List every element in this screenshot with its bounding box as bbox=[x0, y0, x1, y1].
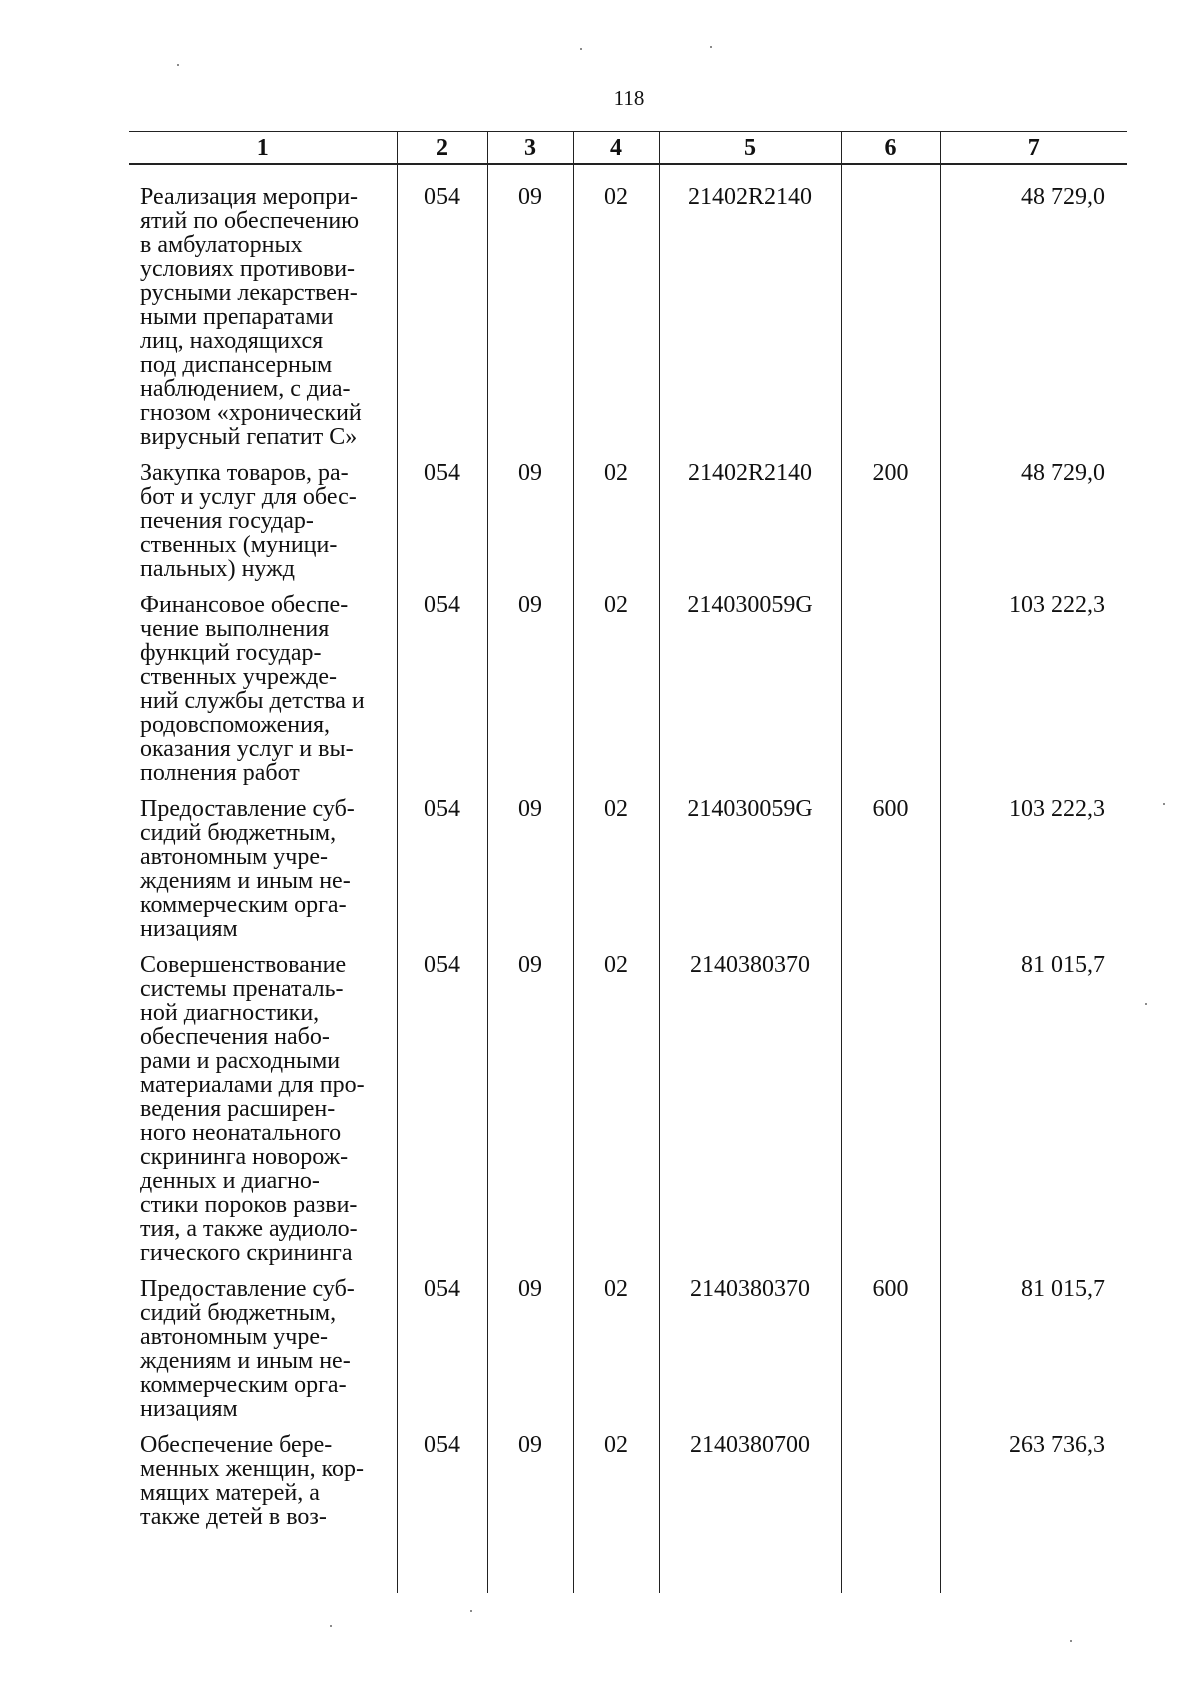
target-article-cell: 21402R2140 bbox=[659, 164, 841, 461]
item-name-line: родовспоможения, bbox=[140, 712, 330, 738]
item-name-line: ний службы детства и bbox=[140, 688, 365, 714]
item-name-line: обеспечения набо- bbox=[140, 1024, 330, 1050]
item-name-line: пальных) нужд bbox=[140, 556, 295, 582]
expense-type-cell bbox=[841, 164, 940, 461]
item-name-line: рами и расходными bbox=[140, 1048, 341, 1074]
subsection-code-cell: 02 bbox=[573, 1433, 659, 1593]
item-name-line: русными лекарствен- bbox=[140, 280, 358, 306]
item-name-line: низациям bbox=[140, 916, 238, 942]
item-name-line: коммерческим орга- bbox=[140, 1372, 347, 1398]
item-name-line: чение выполнения bbox=[140, 616, 330, 642]
item-name-line: ятий по обеспечению bbox=[140, 208, 360, 234]
chapter-code-cell: 054 bbox=[397, 1277, 487, 1433]
scan-speck bbox=[1163, 803, 1165, 805]
item-name-line: Реализация меропри- bbox=[140, 184, 359, 210]
subsection-code-cell: 02 bbox=[573, 797, 659, 953]
chapter-code-cell: 054 bbox=[397, 953, 487, 1277]
table-row bbox=[129, 953, 1127, 1277]
item-name-cell bbox=[129, 797, 397, 953]
header-col-7: 7 bbox=[940, 132, 1127, 165]
item-name-line: в амбулаторных bbox=[140, 232, 303, 258]
header-col-5: 5 bbox=[659, 132, 841, 165]
scan-speck bbox=[1145, 1003, 1147, 1005]
item-name-line: вирусный гепатит С» bbox=[140, 424, 358, 450]
target-article-cell: 214030059G bbox=[659, 593, 841, 797]
item-name-line: тия, а также аудиоло- bbox=[140, 1216, 358, 1242]
item-name-line: функций государ- bbox=[140, 640, 322, 666]
amount-cell: 103 222,3 bbox=[940, 797, 1127, 953]
item-name-line: ждениям и иным не- bbox=[140, 868, 351, 894]
item-name-line: лиц, находящихся bbox=[140, 328, 324, 354]
item-name-line: ной диагностики, bbox=[140, 1000, 320, 1026]
subsection-code-cell: 02 bbox=[573, 593, 659, 797]
item-name-line: ственных (муници- bbox=[140, 532, 338, 558]
item-name-cell bbox=[129, 461, 397, 593]
item-name-line: мящих матерей, а bbox=[140, 1480, 320, 1506]
target-article-cell: 2140380370 bbox=[659, 953, 841, 1277]
target-article-cell: 214030059G bbox=[659, 797, 841, 953]
subsection-code-cell: 02 bbox=[573, 461, 659, 593]
item-name-line: гнозом «хронический bbox=[140, 400, 362, 426]
expense-type-cell bbox=[841, 593, 940, 797]
table-row bbox=[129, 593, 1127, 797]
scan-speck bbox=[177, 64, 179, 66]
item-name-cell bbox=[129, 593, 397, 797]
table-row bbox=[129, 164, 1127, 461]
item-name-line: системы пренаталь- bbox=[140, 976, 344, 1002]
item-name-cell bbox=[129, 953, 397, 1277]
item-name-line: Предоставление суб- bbox=[140, 1276, 355, 1302]
item-name-line: также детей в воз- bbox=[140, 1504, 327, 1530]
item-name-line: автономным учре- bbox=[140, 1324, 329, 1350]
item-name-line: печения государ- bbox=[140, 508, 314, 534]
item-name-line: ведения расширен- bbox=[140, 1096, 336, 1122]
header-col-6: 6 bbox=[841, 132, 940, 165]
header-col-3: 3 bbox=[487, 132, 573, 165]
scan-speck bbox=[580, 48, 582, 50]
item-name-line: под диспансерным bbox=[140, 352, 333, 378]
section-code-cell: 09 bbox=[487, 1277, 573, 1433]
chapter-code-cell: 054 bbox=[397, 164, 487, 461]
target-article-cell: 2140380700 bbox=[659, 1433, 841, 1593]
table-header-row bbox=[129, 132, 1127, 165]
item-name-line: материалами для про- bbox=[140, 1072, 365, 1098]
table-row bbox=[129, 1277, 1127, 1433]
item-name-cell bbox=[129, 1433, 397, 1593]
expense-type-cell: 600 bbox=[841, 1277, 940, 1433]
target-article-cell: 2140380370 bbox=[659, 1277, 841, 1433]
expense-type-cell: 200 bbox=[841, 461, 940, 593]
expense-type-cell bbox=[841, 1433, 940, 1593]
item-name-line: ными препаратами bbox=[140, 304, 334, 330]
header-col-2: 2 bbox=[397, 132, 487, 165]
item-name-line: оказания услуг и вы- bbox=[140, 736, 354, 762]
budget-table bbox=[129, 131, 1127, 1593]
item-name-line: Закупка товаров, ра- bbox=[140, 460, 349, 486]
subsection-code-cell: 02 bbox=[573, 164, 659, 461]
item-name-line: Обеспечение бере- bbox=[140, 1432, 333, 1458]
item-name-line: гического скрининга bbox=[140, 1240, 353, 1266]
table-row bbox=[129, 1433, 1127, 1593]
item-name-line: Финансовое обеспе- bbox=[140, 592, 349, 618]
section-code-cell: 09 bbox=[487, 461, 573, 593]
item-name-cell bbox=[129, 164, 397, 461]
item-name-line: условиях противови- bbox=[140, 256, 356, 282]
section-code-cell: 09 bbox=[487, 797, 573, 953]
chapter-code-cell: 054 bbox=[397, 593, 487, 797]
item-name-line: сидий бюджетным, bbox=[140, 1300, 337, 1326]
expense-type-cell: 600 bbox=[841, 797, 940, 953]
scan-speck bbox=[710, 46, 712, 48]
section-code-cell: 09 bbox=[487, 593, 573, 797]
amount-cell: 81 015,7 bbox=[940, 953, 1127, 1277]
table-row bbox=[129, 461, 1127, 593]
item-name-line: скрининга новорож- bbox=[140, 1144, 349, 1170]
section-code-cell: 09 bbox=[487, 1433, 573, 1593]
scan-speck bbox=[470, 1610, 472, 1612]
item-name-line: коммерческим орга- bbox=[140, 892, 347, 918]
chapter-code-cell: 054 bbox=[397, 1433, 487, 1593]
item-name-line: полнения работ bbox=[140, 760, 300, 786]
scan-speck bbox=[1070, 1640, 1072, 1642]
item-name-line: бот и услуг для обес- bbox=[140, 484, 357, 510]
chapter-code-cell: 054 bbox=[397, 461, 487, 593]
item-name-line: денных и диагно- bbox=[140, 1168, 320, 1194]
amount-cell: 48 729,0 bbox=[940, 164, 1127, 461]
amount-cell: 103 222,3 bbox=[940, 593, 1127, 797]
item-name-line: низациям bbox=[140, 1396, 238, 1422]
item-name-line: менных женщин, кор- bbox=[140, 1456, 365, 1482]
item-name-line: стики пороков разви- bbox=[140, 1192, 358, 1218]
section-code-cell: 09 bbox=[487, 953, 573, 1277]
header-col-1: 1 bbox=[129, 132, 397, 165]
item-name-line: Предоставление суб- bbox=[140, 796, 355, 822]
item-name-line: Совершенствование bbox=[140, 952, 347, 978]
item-name-cell bbox=[129, 1277, 397, 1433]
item-name-line: сидий бюджетным, bbox=[140, 820, 337, 846]
chapter-code-cell: 054 bbox=[397, 797, 487, 953]
item-name-line: ждениям и иным не- bbox=[140, 1348, 351, 1374]
item-name-line: наблюдением, с диа- bbox=[140, 376, 351, 402]
table-row bbox=[129, 797, 1127, 953]
section-code-cell: 09 bbox=[487, 164, 573, 461]
subsection-code-cell: 02 bbox=[573, 1277, 659, 1433]
item-name-line: автономным учре- bbox=[140, 844, 329, 870]
amount-cell: 48 729,0 bbox=[940, 461, 1127, 593]
target-article-cell: 21402R2140 bbox=[659, 461, 841, 593]
header-col-4: 4 bbox=[573, 132, 659, 165]
item-name-line: ного неонатального bbox=[140, 1120, 342, 1146]
item-name-line: ственных учрежде- bbox=[140, 664, 337, 690]
subsection-code-cell: 02 bbox=[573, 953, 659, 1277]
amount-cell: 81 015,7 bbox=[940, 1277, 1127, 1433]
page-number: 118 bbox=[613, 86, 645, 110]
scan-speck bbox=[330, 1625, 332, 1627]
expense-type-cell bbox=[841, 953, 940, 1277]
amount-cell: 263 736,3 bbox=[940, 1433, 1127, 1593]
